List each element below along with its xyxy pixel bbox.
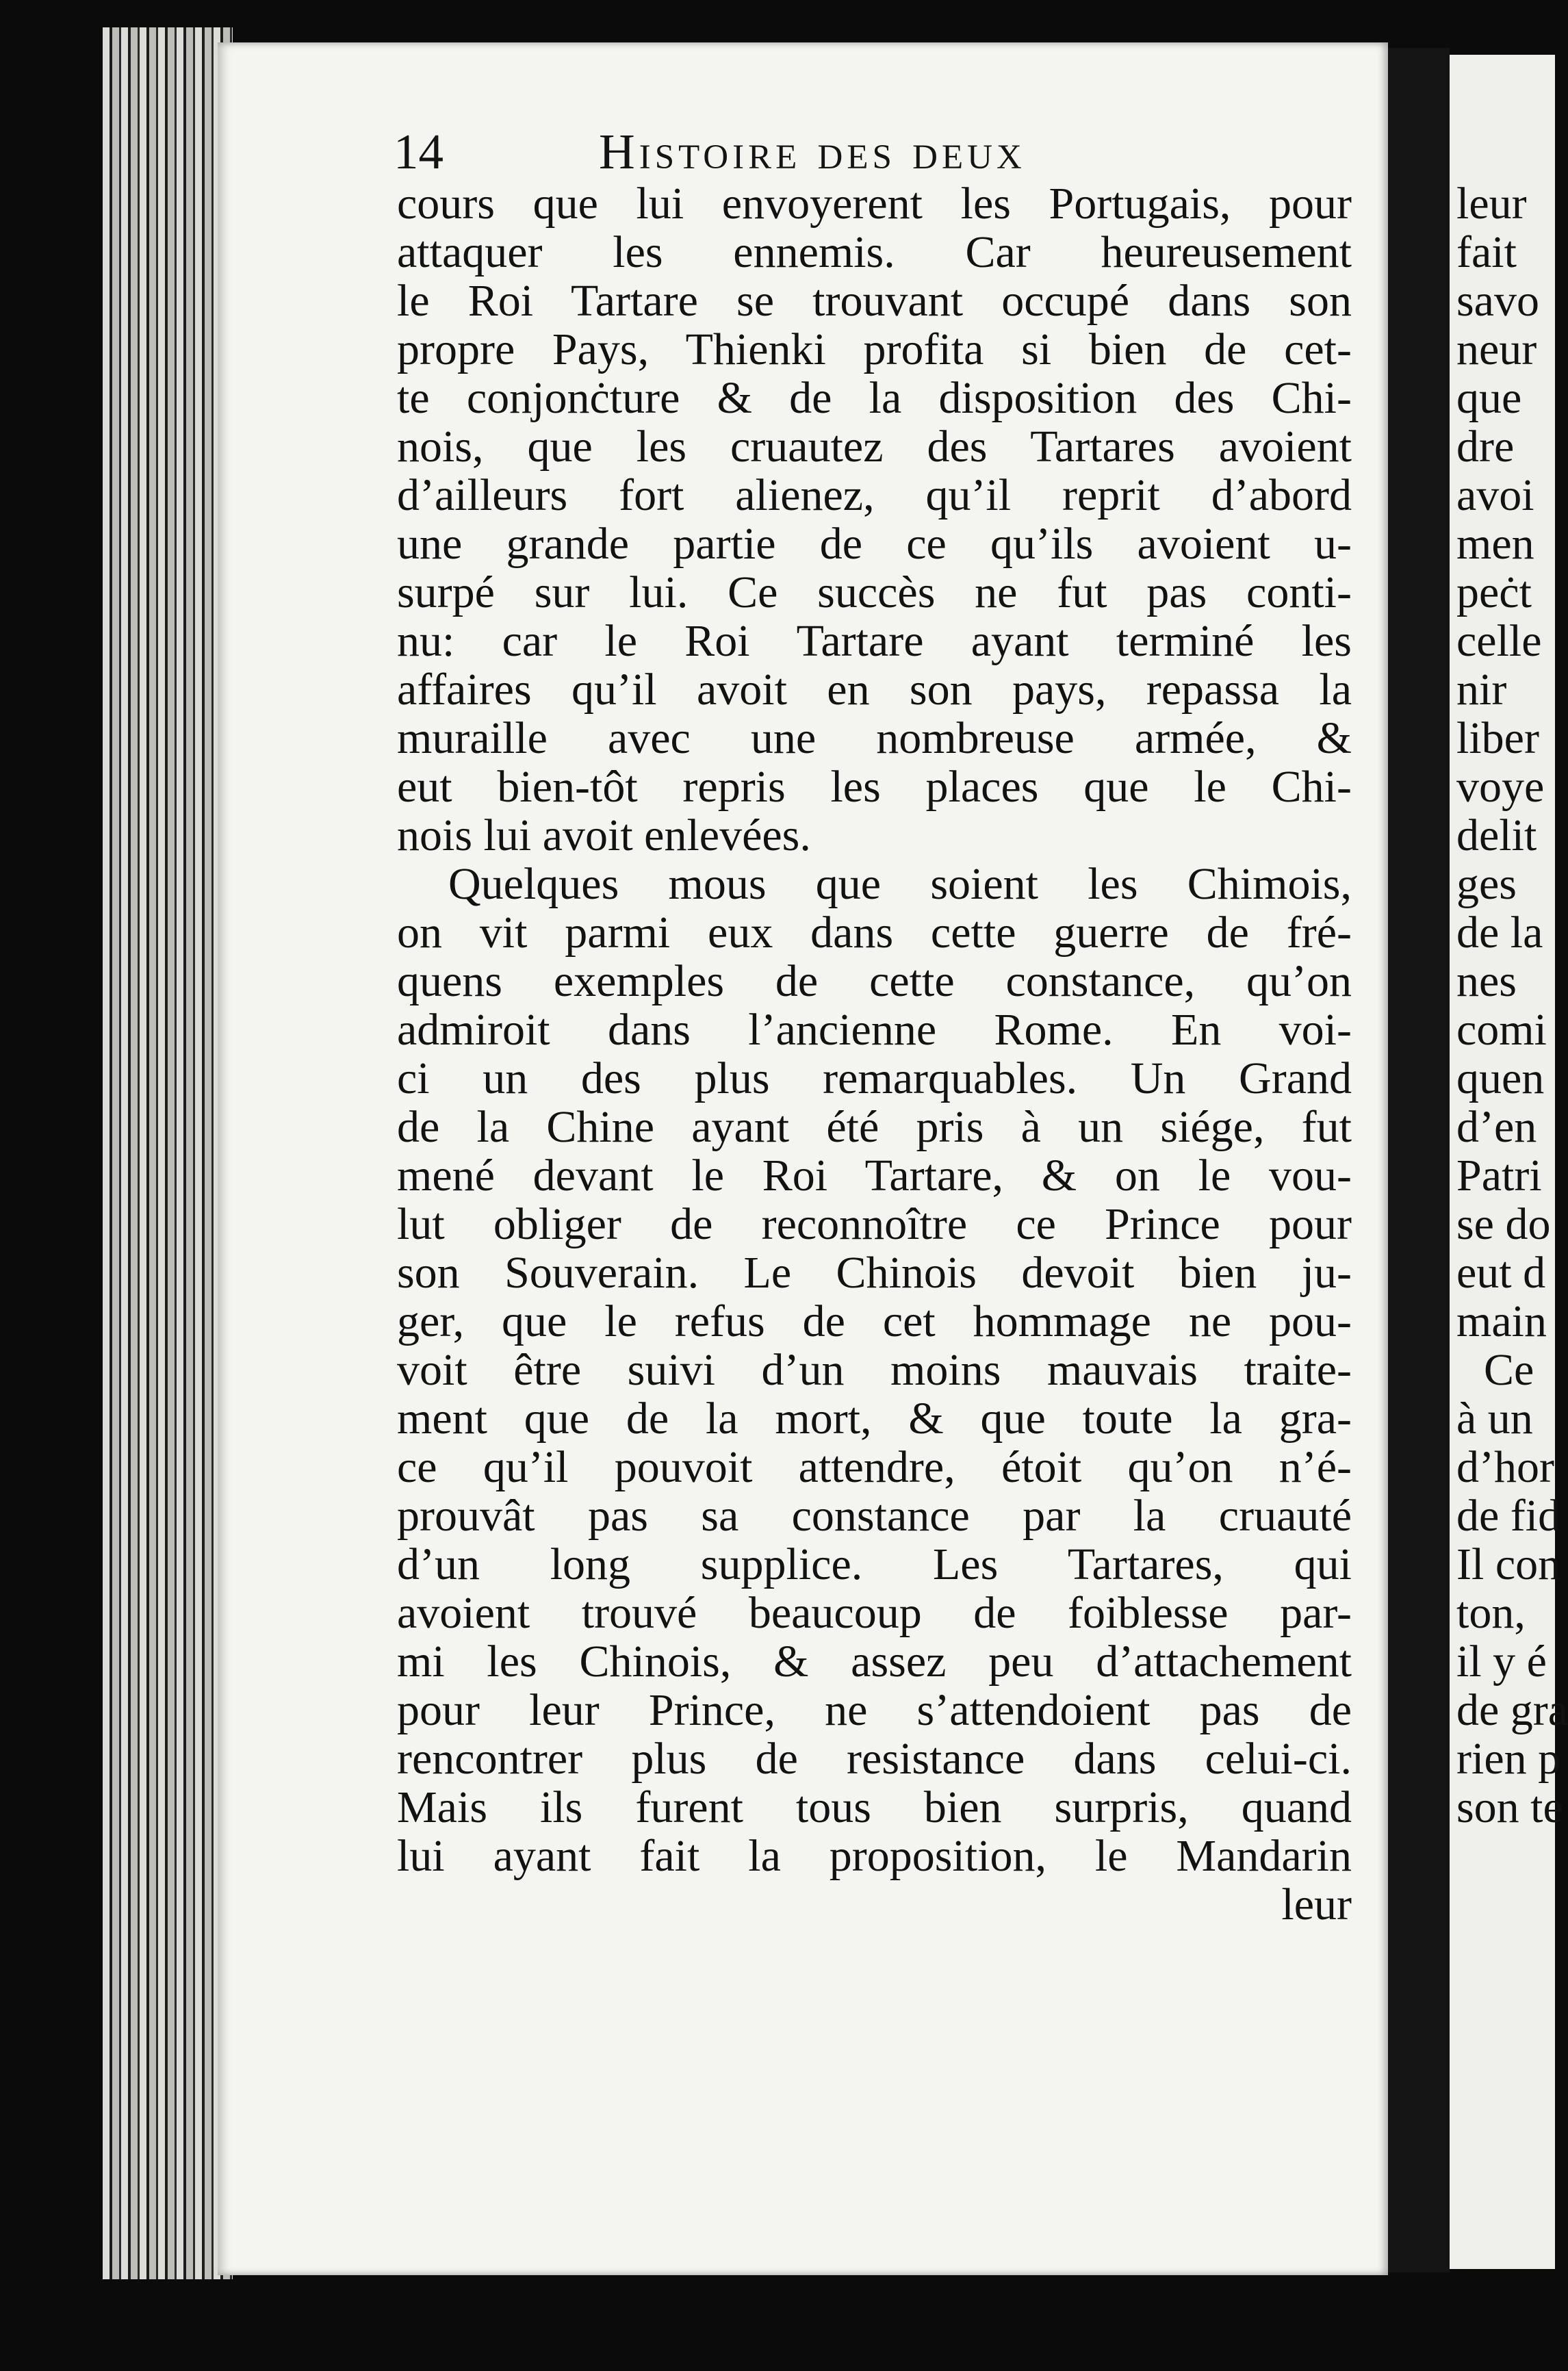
text-line: eut bien-tôt repris les places que le Chi- [397,762,1352,812]
right-page-fragment: Il con [1456,1539,1561,1589]
text-line: mi les Chinois, & assez peu d’attachement [397,1637,1352,1687]
text-line: surpé sur lui. Ce succès ne fut pas conti- [397,567,1352,617]
text-line: Mais ils furent tous bien surpris, quand [397,1782,1352,1832]
text-line: son Souverain. Le Chinois devoit bien ju- [397,1248,1352,1298]
right-page-fragment: dre [1456,422,1515,472]
text-line: admiroit dans l’ancienne Rome. En voi- [397,1005,1352,1055]
text-line: affaires qu’il avoit en son pays, repassa la [397,665,1352,715]
right-page-fragment: d’hor [1456,1442,1554,1492]
right-page-fragment: de la [1456,908,1543,958]
page-edges-stack [103,27,233,2279]
text-line: on vit parmi eux dans cette guerre de fré- [397,908,1352,958]
text-line: nois lui avoit enlevées. [397,810,811,860]
text-line: voit être suivi d’un moins mauvais traite- [397,1345,1352,1395]
right-page-fragment: à un [1456,1394,1533,1444]
running-title: Histoire des deux [599,124,1026,179]
text-line: pour leur Prince, ne s’attendoient pas de [397,1685,1352,1735]
right-page-fragment: Patri [1456,1151,1542,1201]
text-line: une grande partie de ce qu’ils avoient u- [397,519,1352,569]
left-page-text [397,179,1352,1929]
text-line: ment que de la mort, & que toute la gra- [397,1394,1352,1444]
text-line: avoient trouvé beaucoup de foiblesse par- [397,1588,1352,1638]
right-page-fragment: voye [1456,762,1545,812]
right-page-fragment: men [1456,519,1534,569]
right-page-fragment: ges [1456,859,1517,909]
right-page-fragment: d’en [1456,1102,1537,1152]
text-line: de la Chine ayant été pris à un siége, fut [397,1102,1352,1152]
right-page-fragment: quen [1456,1053,1545,1103]
text-line: nu: car le Roi Tartare ayant terminé les [397,616,1352,666]
right-page-fragment: nir [1456,665,1507,715]
right-page-fragment: nes [1456,956,1517,1006]
text-line: le Roi Tartare se trouvant occupé dans son [397,276,1352,326]
right-page-fragment: Ce [1484,1345,1534,1395]
right-page-fragment: neur [1456,324,1537,374]
book-gutter [1388,48,1450,2272]
text-line: ger, que le refus de cet hommage ne pou- [397,1296,1352,1346]
right-page-fragment: son te [1456,1782,1563,1832]
right-page-fragment: liber [1456,713,1539,763]
text-line: cours que lui envoyerent les Portugais, pour [397,179,1352,229]
catchword: leur [1281,1880,1352,1930]
right-page-fragment: ton, [1456,1588,1526,1638]
text-line: nois, que les cruautez des Tartares avoient [397,422,1352,472]
right-page-fragment: savo [1456,276,1539,326]
right-page-fragment: de gra [1456,1685,1568,1735]
right-page-fragment: delit [1456,810,1537,860]
text-line: ci un des plus remarquables. Un Grand [397,1053,1352,1103]
text-line: lui ayant fait la proposition, le Mandarin [397,1831,1352,1881]
right-page-fragment: main [1456,1296,1547,1346]
text-line: muraille avec une nombreuse armée, & [397,713,1352,763]
right-page-fragment: peċt [1456,567,1532,617]
text-line: ce qu’il pouvoit attendre, étoit qu’on n’é- [397,1442,1352,1492]
right-page-fragment: eut d [1456,1248,1546,1298]
text-line: mené devant le Roi Tartare, & on le vou- [397,1151,1352,1201]
text-line: prouvât pas sa constance par la cruauté [397,1491,1352,1541]
text-line: quens exemples de cette constance, qu’on [397,956,1352,1006]
right-page-fragment: rien p [1456,1734,1561,1784]
right-page-fragment: fait [1456,227,1517,277]
right-page-fragment: se do [1456,1199,1551,1249]
right-page-fragment: il y é [1456,1637,1547,1687]
right-page-text [1456,179,1568,1832]
right-page-fragment: de fid [1456,1491,1561,1541]
right-page-fragment: que [1456,373,1522,423]
right-page-fragment: avoi [1456,470,1534,520]
text-line: attaquer les ennemis. Car heureusement [397,227,1352,277]
text-line: propre Pays, Thienki profita si bien de cet- [397,324,1352,374]
text-line: rencontrer plus de resistance dans celui-ci. [397,1734,1352,1784]
text-line: d’un long supplice. Les Tartares, qui [397,1539,1352,1589]
right-page-fragment: comi [1456,1005,1547,1055]
page-number: 14 [394,124,444,179]
text-line: d’ailleurs fort alienez, qu’il reprit d’abord [397,470,1352,520]
right-page-fragment: celle [1456,616,1542,666]
right-page-fragment: leur [1456,179,1527,229]
text-line: Quelques mous que soient les Chimois, [448,859,1352,909]
text-line: lut obliger de reconnoître ce Prince pour [397,1199,1352,1249]
text-line: te conjonċture & de la disposition des Chi- [397,373,1352,423]
